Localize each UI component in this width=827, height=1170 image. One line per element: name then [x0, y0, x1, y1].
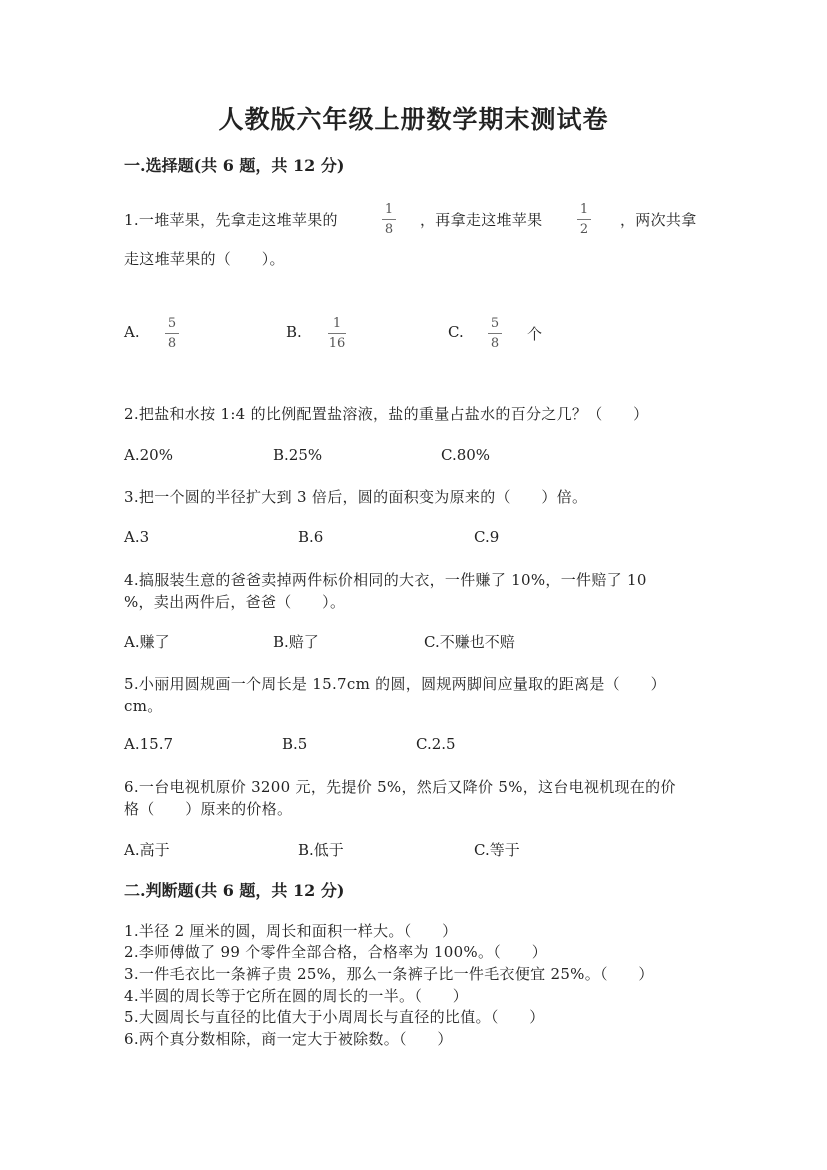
fraction-denominator: 2 — [579, 222, 589, 237]
judge-item-3: 3.一件毛衣比一条裤子贵 25%，那么一条裤子比一件毛衣便宜 25%。（ ） — [124, 965, 654, 983]
fraction-bar — [488, 333, 502, 334]
q1-text-a: 1.一堆苹果，先拿走这堆苹果的 — [124, 211, 338, 229]
q5-option-b: B.5 — [282, 735, 308, 753]
q3-text: 3.把一个圆的半径扩大到 3 倍后，圆的面积变为原来的（ ）倍。 — [124, 488, 588, 506]
q2-option-c: C.80% — [441, 446, 491, 464]
fraction-bar — [382, 219, 396, 220]
fraction-denominator: 8 — [490, 336, 500, 351]
q2-option-b: B.25% — [273, 446, 323, 464]
q4-line-2: %，卖出两件后，爸爸（ ）。 — [124, 593, 346, 611]
judge-item-5: 5.大圆周长与直径的比值大于小周周长与直径的比值。（ ） — [124, 1008, 545, 1026]
q1-option-c-fraction — [488, 316, 502, 351]
fraction-denominator: 8 — [167, 336, 177, 351]
judge-item-1: 1.半径 2 厘米的圆，周长和面积一样大。（ ） — [124, 922, 458, 940]
q3-option-a: A.3 — [124, 528, 150, 546]
q4-option-b: B.赔了 — [273, 633, 319, 651]
q1-option-a-label: A. — [124, 323, 140, 341]
fraction-numerator: 5 — [490, 316, 500, 331]
q2-text: 2.把盐和水按 1:4 的比例配置盐溶液，盐的重量占盐水的百分之几？（ ） — [124, 405, 649, 423]
q1-option-b-label: B. — [286, 323, 302, 341]
page-title: 人教版六年级上册数学期末测试卷 — [218, 105, 609, 134]
q2-option-a: A.20% — [124, 446, 173, 464]
fraction-numerator: 5 — [167, 316, 177, 331]
q1-option-c-suffix: 个 — [527, 325, 543, 343]
q4-option-c: C.不赚也不赔 — [424, 633, 515, 651]
judge-item-4: 4.半圆的周长等于它所在圆的周长的一半。（ ） — [124, 987, 469, 1005]
q1-fraction-1 — [382, 202, 396, 237]
q4-line-1: 4.搞服装生意的爸爸卖掉两件标价相同的大衣，一件赚了 10%，一件赔了 10 — [124, 571, 647, 589]
q1-option-b-fraction — [328, 316, 346, 351]
q6-option-b: B.低于 — [298, 841, 344, 859]
q6-option-a: A.高于 — [124, 841, 170, 859]
q6-line-1: 6.一台电视机原价 3200 元，先提价 5%，然后又降价 5%，这台电视机现在的价 — [124, 778, 676, 796]
q5-line-1: 5.小丽用圆规画一个周长是 15.7cm 的圆，圆规两脚间应量取的距离是（ ） — [124, 675, 666, 693]
fraction-bar — [577, 219, 591, 220]
judge-item-6: 6.两个真分数相除，商一定大于被除数。（ ） — [124, 1030, 453, 1048]
fraction-denominator: 8 — [384, 222, 394, 237]
q5-option-c: C.2.5 — [416, 735, 456, 753]
judge-item-2: 2.李师傅做了 99 个零件全部合格，合格率为 100%。（ ） — [124, 943, 547, 961]
q1-option-a-fraction — [165, 316, 179, 351]
q6-line-2: 格（ ）原来的价格。 — [124, 800, 293, 818]
q3-option-c: C.9 — [474, 528, 500, 546]
fraction-denominator: 16 — [328, 336, 346, 351]
q6-option-c: C.等于 — [474, 841, 520, 859]
q1-text-c: ，两次共拿 — [620, 211, 697, 229]
fraction-numerator: 1 — [332, 316, 342, 331]
fraction-bar — [328, 333, 346, 334]
fraction-numerator: 1 — [579, 202, 589, 217]
q5-line-2: cm。 — [124, 697, 163, 715]
section-2-heading: 二.判断题(共 6 题，共 12 分) — [124, 881, 345, 900]
q4-option-a: A.赚了 — [124, 633, 170, 651]
q1-fraction-2 — [577, 202, 591, 237]
q5-option-a: A.15.7 — [124, 735, 173, 753]
q1-option-c-label: C. — [448, 323, 464, 341]
section-1-heading: 一.选择题(共 6 题，共 12 分) — [124, 156, 345, 175]
q3-option-b: B.6 — [298, 528, 324, 546]
fraction-numerator: 1 — [384, 202, 394, 217]
fraction-bar — [165, 333, 179, 334]
q1-text-b: ，再拿走这堆苹果 — [420, 211, 543, 229]
q1-line-2: 走这堆苹果的（ ）。 — [124, 250, 285, 268]
